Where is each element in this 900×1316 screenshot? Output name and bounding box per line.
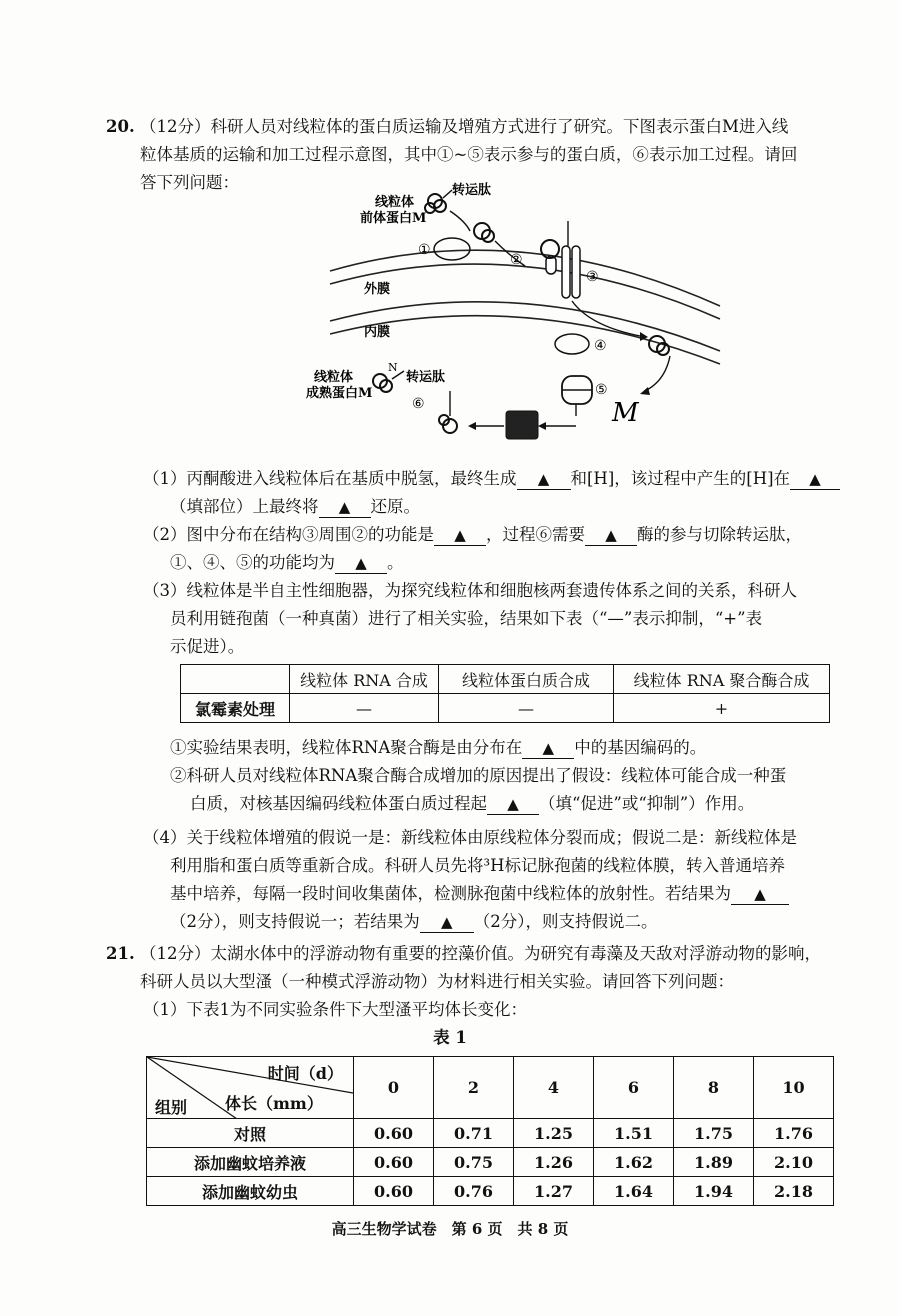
inner-membrane-label: 内膜 [364,325,391,340]
table-cell: 0.60 [354,1119,434,1148]
table-cell: 2.18 [754,1177,834,1206]
answer-blank[interactable]: ▲ [434,525,486,546]
label-n1: ① [418,242,431,258]
row-label: 添加幽蚊培养液 [147,1148,354,1177]
q20-sub2-line2 [170,549,404,577]
q20-sub3-text-h: （填“促进”或“抑制”）作用。 [539,794,755,813]
label-n5: ⑤ [595,382,608,398]
protein-1-icon [434,238,470,260]
q21-stem-line2: 科研人员以大型溞（一种模式浮游动物）为材料进行相关实验。请回答下列问题： [140,972,734,991]
q20-sub4-text-e: （2分），则支持假说二。 [473,912,658,931]
table-row [147,1148,834,1177]
table-row [181,694,830,723]
precursor-protein-icon [425,194,446,213]
table-cell: 1.25 [514,1119,594,1148]
q20-sub4-line2: 利用脂和蛋白质等重新合成。科研人员先将³H标记脉孢菌的线粒体膜，转入普通培养 [170,856,786,875]
mature-label-2: 成熟蛋白M [306,386,373,401]
label-n3: ③ [586,269,599,285]
table-cell: — [439,694,614,723]
q20-sub1-line2 [170,493,420,521]
corner-group: 组别 [155,1098,188,1117]
table-cell: 1.62 [594,1148,674,1177]
q20-sub4-text-c: 基中培养，每隔一段时间收集菌体，检测脉孢菌中线粒体的放射性。若结果为 [170,884,731,903]
table-cell: 0.75 [434,1148,514,1177]
q21-stem-line1: （12分）太湖水体中的浮游动物有重要的控藻价值。为研究有毒藻及天敌对浮游动物的影响， [140,944,821,963]
q20-sub2-line1 [143,521,802,549]
q21-sub1: （1）下表1为不同实验条件下大型溞平均体长变化： [143,1000,527,1019]
q20-sub1-text-a: （1）丙酮酸进入线粒体后在基质中脱氢，最终生成 [143,469,517,488]
table-corner-cell [181,665,290,694]
transit-peptide-bottom-label: 转运肽 [406,370,446,385]
table-header-row [181,665,830,694]
mitochondria-import-diagram [300,176,740,446]
day-header: 6 [594,1057,674,1119]
answer-blank[interactable]: ▲ [319,497,371,518]
q20-sub2-text-e: 。 [387,553,404,572]
table-cell: 0.60 [354,1148,434,1177]
answer-blank[interactable]: ▲ [585,525,637,546]
q20-sub3-line3: 示促进）。 [170,637,245,656]
label-N-terminus: N [388,361,398,374]
q20-sub4-line3 [170,880,789,908]
precursor-label-2: 前体蛋白M [360,211,427,226]
day-header: 0 [354,1057,434,1119]
answer-blank[interactable]: ▲ [517,469,571,490]
table-cell: 2.10 [754,1148,834,1177]
label-M: M [612,398,639,428]
outer-membrane-label: 外膜 [364,282,391,297]
table-cell: 1.64 [594,1177,674,1206]
table-cell: 1.51 [594,1119,674,1148]
q20-sub3-text-g: 白质，对核基因编码线粒体蛋白质过程起 [190,794,487,813]
corner-length: 体长（mm） [225,1094,323,1113]
table-row-label: 氯霉素处理 [181,694,290,723]
table-cell: 1.75 [674,1119,754,1148]
q20-sub1-line1 [143,465,840,493]
table-cell: 1.76 [754,1119,834,1148]
q20-sub3-line1: （3）线粒体是半自主性细胞器，为探究线粒体和细胞核两套遗传体系之间的关系，科研人 [143,581,797,600]
table-header: 线粒体蛋白质合成 [439,665,614,694]
answer-blank[interactable]: ▲ [790,469,840,490]
q20-sub2-text-c: 酶的参与切除转运肽， [637,525,802,544]
q20-sub1-text-d: 还原。 [370,497,420,516]
table-cell: 1.94 [674,1177,754,1206]
q20-sub3-part1 [170,734,706,762]
table-cell: 0.71 [434,1119,514,1148]
answer-blank[interactable]: ▲ [522,738,574,759]
q20-sub3-part2-line1: ②科研人员对线粒体RNA聚合酶合成增加的原因提出了假设：线粒体可能合成一种蛋 [170,766,787,785]
answer-blank[interactable]: ▲ [487,794,539,815]
label-n6: ⑥ [412,396,425,412]
q20-stem-line2: 粒体基质的运输和加工过程示意图，其中①~⑤表示参与的蛋白质，⑥表示加工过程。请回 [140,145,798,164]
table-corner-cell [147,1057,354,1119]
day-header: 2 [434,1057,514,1119]
corner-time: 时间（d） [267,1064,343,1083]
q20-sub1-text-c: （填部位）上最终将 [170,497,319,516]
table1-title: 表 1 [433,1028,467,1047]
precursor-label-1: 线粒体 [375,195,415,210]
mature-protein-top-icon [373,374,392,392]
q20-sub4-line1: （4）关于线粒体增殖的假说一是：新线粒体由原线粒体分裂而成；假说二是：新线粒体是 [143,828,797,847]
q21-number: 21. [106,944,135,963]
table-cell: 1.27 [514,1177,594,1206]
page-footer: 高三生物学试卷 第 6 页 共 8 页 [331,1220,569,1238]
table-cell: 0.76 [434,1177,514,1206]
q20-sub3-line2: 员利用链孢菌（一种真菌）进行了相关实验，结果如下表（“—”表示抑制，“+”表 [170,609,763,628]
answer-blank[interactable]: ▲ [420,912,474,933]
table-header: 线粒体 RNA 合成 [290,665,439,694]
q20-stem-line1: （12分）科研人员对线粒体的蛋白质运输及增殖方式进行了研究。下图表示蛋白M进入线 [140,117,789,136]
label-n2: ② [510,252,523,268]
q20-sub2-text-a: （2）图中分布在结构③周围②的功能是 [143,525,434,544]
table-cell: 1.26 [514,1148,594,1177]
table-row [147,1119,834,1148]
table-row [147,1177,834,1206]
q20-number: 20. [106,117,135,136]
answer-blank[interactable]: ▲ [731,884,789,905]
q20-sub4-line4 [170,908,658,936]
q20-sub3-text-e: 中的基因编码的。 [574,738,707,757]
bound-complex-icon [474,223,494,242]
row-label: 对照 [147,1119,354,1148]
body-length-table [146,1056,834,1206]
q20-sub4-text-d: （2分），则支持假说一；若结果为 [170,912,420,931]
processing-peptidase-icon [506,411,538,439]
day-header: 8 [674,1057,754,1119]
q20-sub3-part2-line2 [190,790,754,818]
protein-4-icon [555,334,589,354]
q20-sub1-text-b: 和[H]，该过程中产生的[H]在 [570,469,791,488]
answer-blank[interactable]: ▲ [335,553,387,574]
transit-peptide-top-label: 转运肽 [452,183,492,198]
channel-protein-icon [546,246,580,298]
row-label: 添加幽蚊幼虫 [147,1177,354,1206]
q20-sub2-text-b: ，过程⑥需要 [486,525,585,544]
table-cell: 1.89 [674,1148,754,1177]
table-cell: — [290,694,439,723]
mature-protein-icon [439,415,457,433]
day-header: 10 [754,1057,834,1119]
mature-label-1: 线粒体 [314,370,354,385]
table-header-row [147,1057,834,1119]
day-header: 4 [514,1057,594,1119]
chloramphenicol-table [180,664,830,723]
table-cell: 0.60 [354,1177,434,1206]
q20-stem-line3: 答下列问题： [140,173,239,192]
label-n4: ④ [594,338,607,354]
table-cell: + [614,694,830,723]
q20-sub3-text-d: ①实验结果表明，线粒体RNA聚合酶是由分布在 [170,738,523,757]
table-header: 线粒体 RNA 聚合酶合成 [614,665,830,694]
q20-sub2-text-d: ①、④、⑤的功能均为 [170,553,335,572]
